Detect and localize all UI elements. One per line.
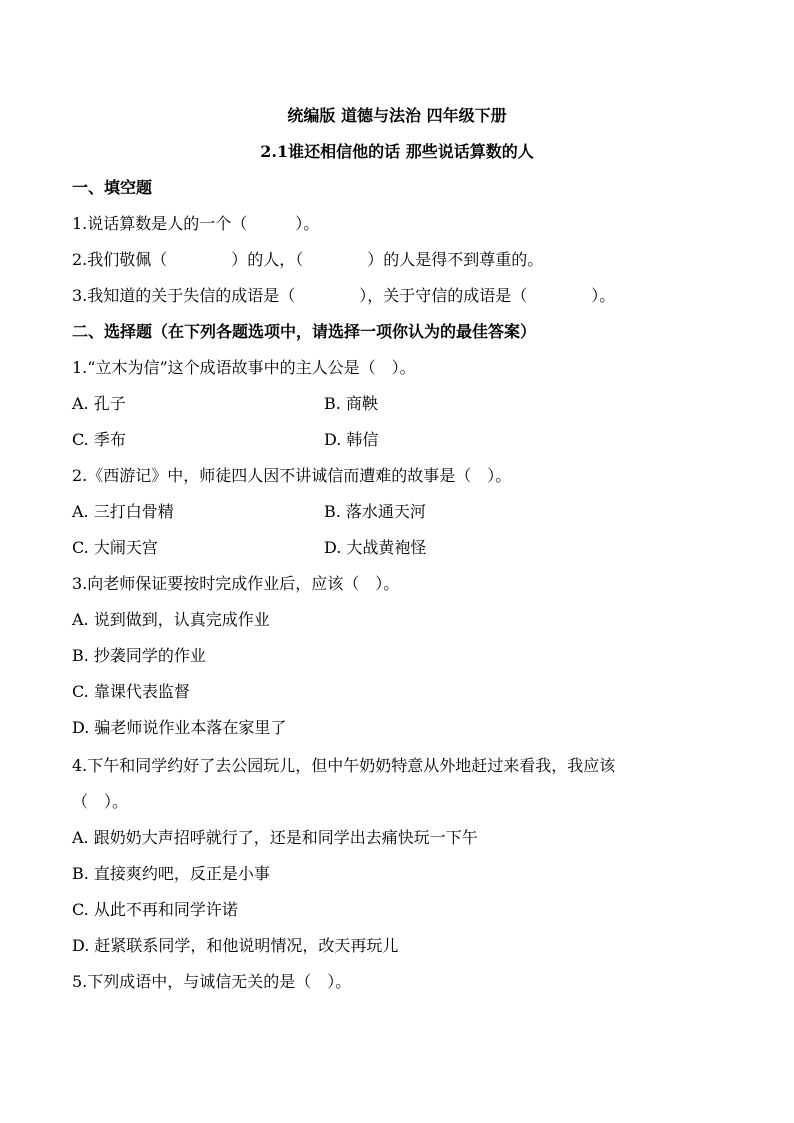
section-heading-multiple-choice: 二、选择题（在下列各题选项中，请选择一项你认为的最佳答案） bbox=[72, 322, 537, 341]
choice-question-2-option-d: D. 大战黄袍怪 bbox=[324, 538, 427, 557]
choice-question-4-stem-line-1: 4.下午和同学约好了去公园玩儿，但中午奶奶特意从外地赶过来看我，我应该 bbox=[72, 756, 616, 775]
choice-question-2-option-b: B. 落水通天河 bbox=[324, 502, 426, 521]
choice-question-4-option-c: C. 从此不再和同学许诺 bbox=[72, 900, 238, 919]
choice-question-2-option-c: C. 大闹天宫 bbox=[72, 538, 158, 557]
fill-blank-question-1: 1.说话算数是人的一个（ ）。 bbox=[72, 214, 320, 233]
choice-question-1-option-c: C. 季布 bbox=[72, 430, 126, 449]
choice-question-3-option-a: A. 说到做到，认真完成作业 bbox=[72, 610, 270, 629]
choice-question-3-option-d: D. 骗老师说作业本落在家里了 bbox=[72, 718, 287, 737]
choice-question-4-stem-line-2: （ ）。 bbox=[72, 792, 129, 811]
lesson-title: 2.1谁还相信他的话 那些说话算数的人 bbox=[260, 142, 534, 161]
choice-question-1-stem: 1.“立木为信”这个成语故事中的主人公是（ ）。 bbox=[72, 358, 416, 377]
fill-blank-question-2: 2.我们敬佩（ ）的人，（ ）的人是得不到尊重的。 bbox=[72, 250, 544, 269]
choice-question-1-option-b: B. 商鞅 bbox=[324, 394, 378, 413]
choice-question-4-option-a: A. 跟奶奶大声招呼就行了，还是和同学出去痛快玩一下午 bbox=[72, 828, 478, 847]
fill-blank-question-3: 3.我知道的关于失信的成语是（ ），关于守信的成语是（ ）。 bbox=[72, 286, 616, 305]
choice-question-1-option-a: A. 孔子 bbox=[72, 394, 126, 413]
choice-question-4-option-d: D. 赶紧联系同学，和他说明情况，改天再玩儿 bbox=[72, 936, 399, 955]
choice-question-1-option-d: D. 韩信 bbox=[324, 430, 379, 449]
choice-question-2-option-a: A. 三打白骨精 bbox=[72, 502, 174, 521]
choice-question-5-stem: 5.下列成语中，与诚信无关的是（ ）。 bbox=[72, 972, 352, 991]
section-heading-fill-blank: 一、填空题 bbox=[72, 178, 153, 197]
choice-question-3-option-b: B. 抄袭同学的作业 bbox=[72, 646, 206, 665]
choice-question-4-option-b: B. 直接爽约吧，反正是小事 bbox=[72, 864, 270, 883]
document-title: 统编版 道德与法治 四年级下册 bbox=[287, 106, 507, 125]
choice-question-2-stem: 2.《西游记》中，师徒四人因不讲诚信而遭难的故事是（ ）。 bbox=[72, 466, 512, 485]
choice-question-3-option-c: C. 靠课代表监督 bbox=[72, 682, 190, 701]
choice-question-3-stem: 3.向老师保证要按时完成作业后，应该（ ）。 bbox=[72, 574, 400, 593]
